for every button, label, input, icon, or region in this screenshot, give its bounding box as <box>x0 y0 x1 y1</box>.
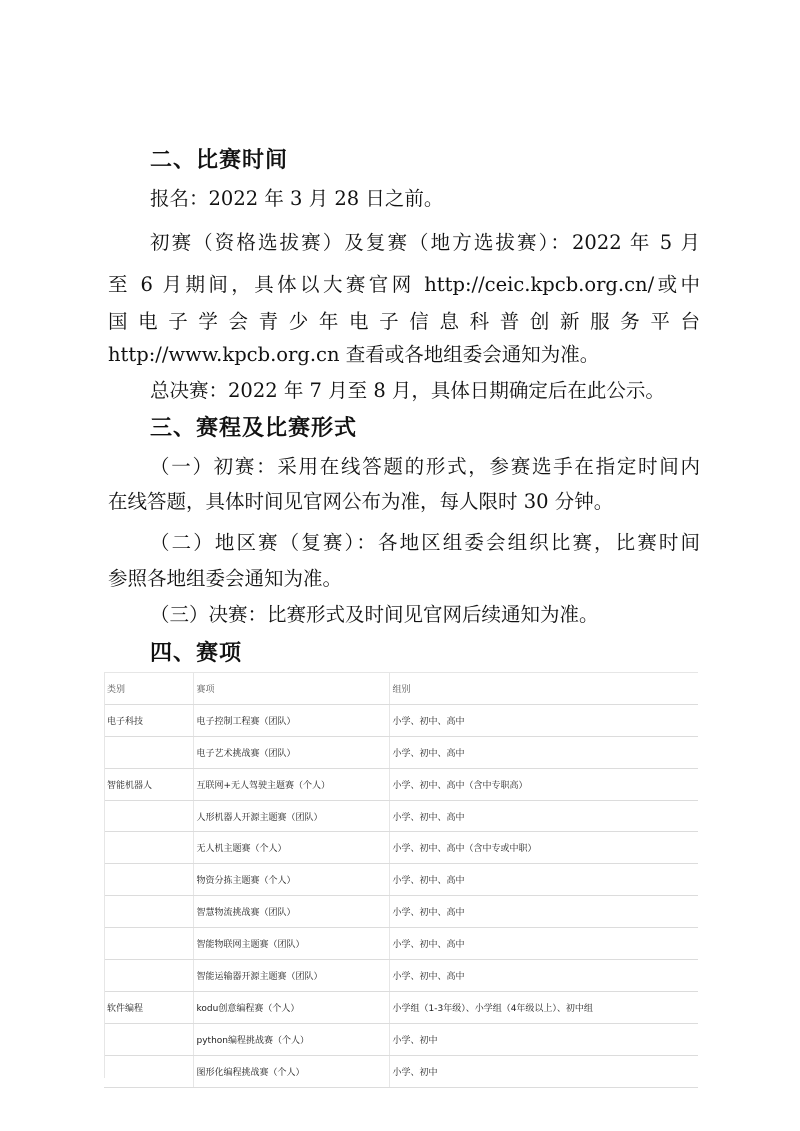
cell-event: 物资分拣主题赛（个人） <box>193 864 389 896</box>
cell-group: 小学、初中、高中 <box>389 864 698 896</box>
table-row <box>104 1023 698 1055</box>
cell-group: 小学、初中、高中 <box>389 928 698 960</box>
cell-group: 小学、初中、高中（含中专或中职） <box>389 832 698 864</box>
cell-category <box>104 800 193 832</box>
cell-group: 小学、初中 <box>389 1055 698 1087</box>
table-row <box>104 1055 698 1087</box>
cell-category: 电子科技 <box>104 704 193 736</box>
cell-event: 互联网+无人驾驶主题赛（个人） <box>193 768 389 800</box>
format-p2-line-1: （二）地区赛（复赛）：各地区组委会组织比赛，比赛时间 <box>150 531 700 554</box>
cell-category: 智能机器人 <box>104 768 193 800</box>
format-p1-line-1: （一）初赛：采用在线答题的形式，参赛选手在指定时间内 <box>150 455 700 478</box>
prelim-line-4: http://www.kpcb.org.cn 查看或各地组委会通知为准。 <box>108 343 600 366</box>
cell-group: 小学、初中、高中 <box>389 896 698 928</box>
table-header-row <box>104 673 698 705</box>
table-row <box>104 704 698 736</box>
table-row <box>104 896 698 928</box>
header-event: 赛项 <box>193 673 389 705</box>
format-p2-line-2: 参照各地组委会通知为准。 <box>108 567 343 590</box>
cell-category <box>104 1055 193 1087</box>
cell-category <box>104 864 193 896</box>
cell-category <box>104 960 193 992</box>
cell-group: 小学、初中、高中 <box>389 704 698 736</box>
table-left-border <box>104 672 105 1078</box>
cell-event: kodu创意编程赛（个人） <box>193 991 389 1023</box>
table-row <box>104 768 698 800</box>
cell-event: 电子艺术挑战赛（团队） <box>193 736 389 768</box>
prelim-line-3: 国电子学会青少年电子信息科普创新服务平台 <box>108 310 700 333</box>
cell-event: 智能运输器开源主题赛（团队） <box>193 960 389 992</box>
header-category: 类别 <box>104 673 193 705</box>
header-group: 组别 <box>389 673 698 705</box>
format-p3: （三）决赛：比赛形式及时间见官网后续通知为准。 <box>150 603 599 626</box>
registration-deadline: 报名：2022 年 3 月 28 日之前。 <box>150 187 444 210</box>
cell-group: 小学、初中、高中 <box>389 960 698 992</box>
table-row <box>104 960 698 992</box>
table-row <box>104 928 698 960</box>
prelim-line-2: 至 6 月期间，具体以大赛官网 http://ceic.kpcb.org.cn/或中 <box>108 273 700 296</box>
table-row <box>104 991 698 1023</box>
cell-group: 小学、初中 <box>389 1023 698 1055</box>
cell-event: python编程挑战赛（个人） <box>193 1023 389 1055</box>
table-row <box>104 832 698 864</box>
section-heading-events: 四、赛项 <box>150 641 243 666</box>
table-row <box>104 736 698 768</box>
cell-category <box>104 928 193 960</box>
cell-group: 小学、初中、高中 <box>389 736 698 768</box>
events-table-wrapper <box>104 672 698 1088</box>
cell-event: 人形机器人开源主题赛（团队） <box>193 800 389 832</box>
cell-category <box>104 832 193 864</box>
cell-event: 电子控制工程赛（团队） <box>193 704 389 736</box>
section-heading-schedule: 二、比赛时间 <box>150 148 289 173</box>
section-heading-format: 三、赛程及比赛形式 <box>150 416 358 441</box>
cell-event: 无人机主题赛（个人） <box>193 832 389 864</box>
cell-event: 图形化编程挑战赛（个人） <box>193 1055 389 1087</box>
cell-group: 小学、初中、高中 <box>389 800 698 832</box>
cell-group: 小学、初中、高中（含中专职高） <box>389 768 698 800</box>
cell-category <box>104 736 193 768</box>
cell-category <box>104 896 193 928</box>
final-schedule: 总决赛：2022 年 7 月至 8 月，具体日期确定后在此公示。 <box>150 379 665 402</box>
cell-category: 软件编程 <box>104 991 193 1023</box>
prelim-line-1: 初赛（资格选拔赛）及复赛（地方选拔赛）：2022 年 5 月 <box>150 231 700 254</box>
cell-event: 智慧物流挑战赛（团队） <box>193 896 389 928</box>
table-row <box>104 800 698 832</box>
cell-event: 智能物联网主题赛（团队） <box>193 928 389 960</box>
cell-group: 小学组（1-3年级）、小学组（4年级以上）、初中组 <box>389 991 698 1023</box>
table-row <box>104 864 698 896</box>
format-p1-line-2: 在线答题，具体时间见官网公布为准，每人限时 30 分钟。 <box>108 490 614 513</box>
cell-category <box>104 1023 193 1055</box>
events-table <box>104 672 698 1088</box>
